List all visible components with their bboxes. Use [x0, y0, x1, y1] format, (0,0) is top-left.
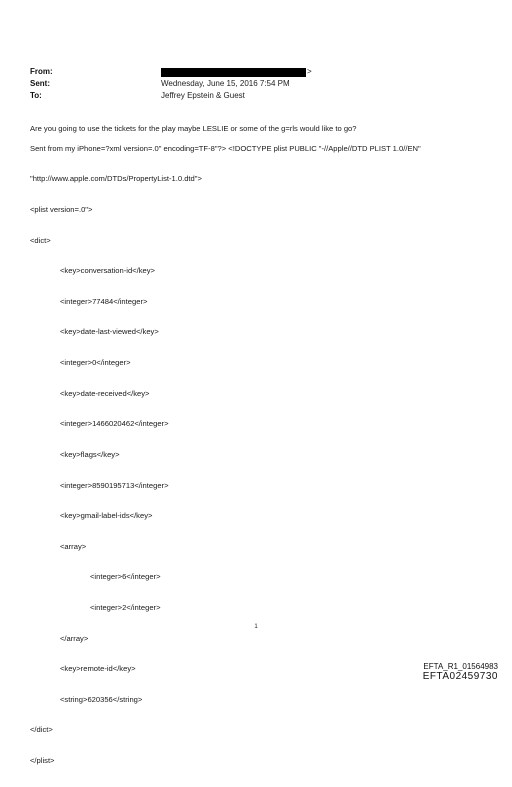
sent-value: Wednesday, June 15, 2016 7:54 PM: [161, 79, 290, 88]
bates-ref-1: EFTA_R1_01564983: [423, 662, 498, 671]
dict-line: <string>620356</string>: [60, 694, 143, 704]
to-row: [30, 90, 470, 102]
array-item: <integer>2</integer>: [90, 602, 161, 612]
sent-from-line-1: Sent from my iPhone=?xml version=.0" encoding=TF-8"?> <!DOCTYPE plist PUBLIC "-//Apple//DTD PLIST 1.0//EN": [30, 144, 421, 153]
plist-close: </plist>: [30, 755, 55, 765]
sent-from-line-2: "http://www.apple.com/DTDs/PropertyList-1.0.dtd">: [30, 174, 202, 184]
email-body: [30, 124, 490, 787]
sent-label: Sent:: [30, 79, 50, 88]
bates-ref-2: EFTA02459730: [422, 671, 498, 682]
plist-open: <plist version=.0">: [30, 205, 93, 215]
paragraph-gap: [30, 134, 490, 144]
dict-open: <dict>: [30, 235, 51, 245]
dict-line: </array>: [60, 633, 89, 643]
sent-row: [30, 78, 470, 90]
question-text: Are you going to use the tickets for the play maybe LESLIE or some of the g=rls would like to go?: [30, 124, 357, 133]
dict-line: <key>date-last-viewed</key>: [60, 327, 159, 337]
to-label: To:: [30, 91, 42, 100]
from-suffix: >: [307, 67, 312, 76]
dict-line: <integer>8590195713</integer>: [60, 480, 169, 490]
page-number: 1: [254, 624, 258, 630]
dict-line: <integer>0</integer>: [60, 358, 131, 368]
dict-close: </dict>: [30, 725, 53, 735]
dict-line: <array>: [60, 541, 87, 551]
array-item: <integer>6</integer>: [90, 572, 161, 582]
dict-line: <key>date-received</key>: [60, 388, 150, 398]
dict-line: <key>remote-id</key>: [60, 664, 136, 674]
dict-line: <key>flags</key>: [60, 449, 120, 459]
from-label: From:: [30, 67, 53, 76]
plist-block: [30, 154, 490, 787]
from-row: [30, 66, 470, 78]
dict-line: <integer>1466020462</integer>: [60, 419, 169, 429]
dict-line: <integer>77484</integer>: [60, 296, 148, 306]
bates-footer: [423, 662, 498, 682]
dict-line: <key>gmail-label-ids</key>: [60, 511, 153, 521]
dict-line: <key>conversation-id</key>: [60, 266, 155, 276]
from-value: [161, 66, 312, 78]
to-value: Jeffrey Epstein & Guest: [161, 91, 245, 100]
email-header: [30, 66, 470, 102]
redaction-box: [161, 68, 306, 77]
